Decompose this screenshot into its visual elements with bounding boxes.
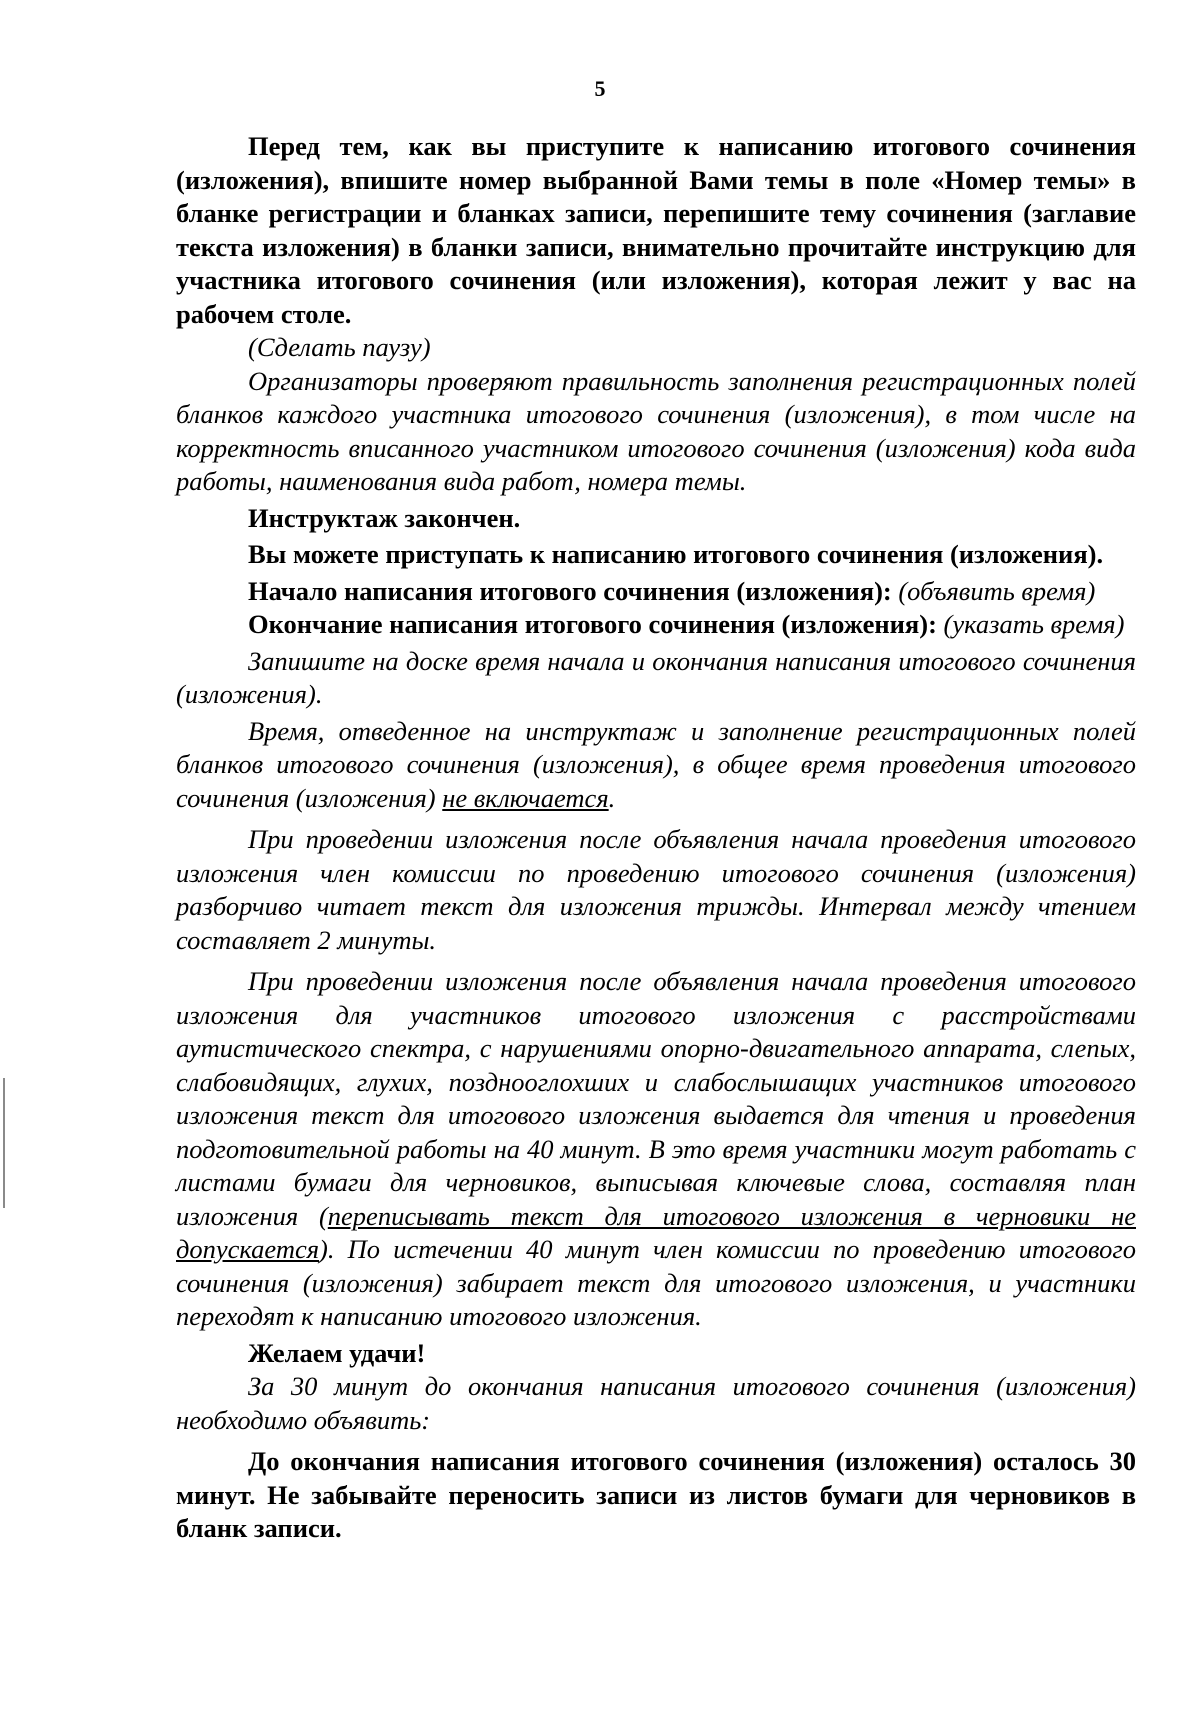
good-luck: Желаем удачи! — [248, 1337, 426, 1368]
time-exclusion-text: Время, отведенное на инструктаж и заполнение регистрационных полей бланков итогового сочинения (изложения), в общее время проведения итогового сочинения (изложения) — [176, 715, 1136, 813]
end-time-note: (указать время) — [943, 609, 1125, 639]
board-note: Запишите на доске время начала и окончания написания итогового сочинения (изложения). — [176, 645, 1136, 709]
special-needs-text: При проведении изложения после объявления начала проведения итогового изложения для участников итогового изложения с расстройствами аутистического спектра, с нарушениями опорно-двигательного аппарата, слепых, слабовидящих, глухих, позднооглохших и слабослышащих участников итогового изложения текст для итогового изложения выдается для чтения и проведения подготовительной работы на 40 минут. В это время участники могут работать с листами бумаги для черновиков, выписывая ключевые слова, составляя план изложения ( — [176, 966, 1136, 1231]
start-announcement: Вы можете приступать к написанию итогового сочинения (изложения). — [248, 539, 1104, 569]
scan-margin-line — [3, 1078, 5, 1208]
document-body — [176, 130, 1136, 1546]
end-time-line — [176, 608, 1136, 642]
thirty-minute-announcement: До окончания написания итогового сочинения (изложения) осталось 30 минут. Не забывайте переносить записи из листов бумаги для черновиков в бланк записи. — [176, 1446, 1136, 1543]
special-needs-text-end: ). По истечении 40 минут член комиссии по проведению итогового сочинения (изложения) забирает текст для итогового изложения, и участники переходят к написанию итогового изложения. — [176, 1234, 1136, 1331]
copying-prohibited-text: переписывать текст для итогового изложения в черновики не допускается — [176, 1200, 1136, 1264]
briefing-finished: Инструктаж закончен. — [248, 502, 521, 533]
special-needs-note — [176, 965, 1136, 1334]
instruction-paragraph: Перед тем, как вы приступите к написанию итогового сочинения (изложения), впишите номер выбранной Вами темы в поле «Номер темы» в бланке регистрации и бланках записи, перепишите тему сочинения (заглавие текста изложения) в бланки записи, внимательно прочитайте инструкцию для участника итогового сочинения (или изложения), которая лежит у вас на рабочем столе. — [176, 131, 1136, 329]
pause-note: (Сделать паузу) — [248, 332, 431, 362]
start-time-line — [176, 575, 1136, 609]
time-exclusion-note: Время, отведенное на инструктаж и заполнение регистрационных полей бланков итогового сочинения (изложения), в общее время проведения итогового сочинения (изложения) не включается. — [176, 715, 1136, 813]
end-time-label: Окончание написания итогового сочинения (изложения): — [248, 609, 937, 639]
not-included-text: не включается — [442, 782, 609, 813]
thirty-minute-note: За 30 минут до окончания написания итогового сочинения (изложения) необходимо объявить: — [176, 1371, 1136, 1435]
reading-note: При проведении изложения после объявления начала проведения итогового изложения член комиссии по проведению итогового сочинения (изложения) разборчиво читает текст для изложения трижды. Интервал между чтением составляет 2 минуты. — [176, 824, 1136, 955]
organizer-check-note: Организаторы проверяют правильность заполнения регистрационных полей бланков каждого участника итогового сочинения (изложения), в том числе на корректность вписанного участником итогового сочинения (изложения) кода вида работы, наименования вида работ, номера темы. — [176, 365, 1136, 496]
start-time-note: (объявить время) — [898, 575, 1096, 606]
page-number: 5 — [594, 76, 606, 101]
start-time-label: Начало написания итогового сочинения (изложения): — [248, 575, 892, 606]
